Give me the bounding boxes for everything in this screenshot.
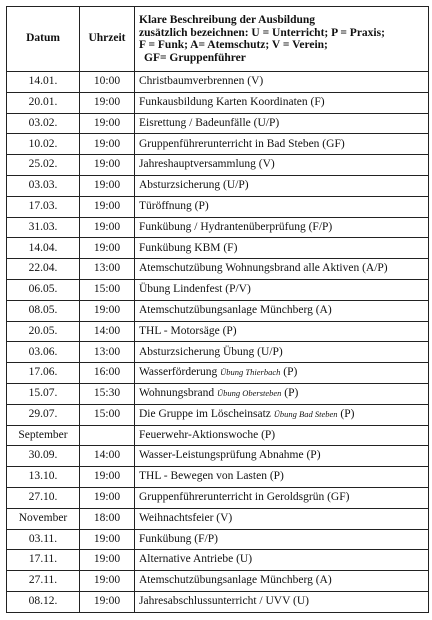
row-date: November: [7, 508, 80, 529]
row-time: 19:00: [80, 134, 135, 155]
row-description: [135, 508, 429, 529]
row-description-text: Jahresabschlussunterricht / UVV (U): [139, 595, 310, 608]
row-time: 15:00: [80, 279, 135, 300]
row-description-text: Atemschutzübungsanlage Münchberg (A): [139, 303, 332, 316]
table-row: [7, 363, 429, 384]
row-time: 18:00: [80, 508, 135, 529]
row-date: 08.05.: [7, 300, 80, 321]
row-time: 19:00: [80, 529, 135, 550]
row-time: 19:00: [80, 175, 135, 196]
header-datum: Datum: [7, 7, 80, 72]
row-description-text: THL - Bewegen von Lasten (P): [139, 470, 284, 483]
row-description-text: Eisrettung / Badeunfälle (U/P): [139, 116, 280, 129]
row-description-text: Funkübung (F/P): [139, 532, 218, 545]
row-date: 17.03.: [7, 196, 80, 217]
header-description: [135, 7, 429, 72]
table-row: [7, 72, 429, 93]
row-description: [135, 404, 429, 425]
row-date: 06.05.: [7, 279, 80, 300]
row-time: 15:30: [80, 383, 135, 404]
row-description-text: Funkausbildung Karten Koordinaten (F): [139, 95, 325, 108]
row-date: 31.03.: [7, 217, 80, 238]
row-description-text: Jahreshauptversammlung (V): [139, 158, 275, 171]
row-description: [135, 113, 429, 134]
table-row: [7, 446, 429, 467]
header-desc-line: zusätzlich bezeichnen: U = Unterricht; P = Praxis;: [139, 26, 385, 39]
row-description-text: Wasserförderung: [139, 366, 218, 379]
row-time: 19:00: [80, 550, 135, 571]
row-description-text: Türöffnung (P): [139, 199, 209, 212]
row-date: 17.06.: [7, 363, 80, 384]
row-description-text: Wohnungsbrand: [139, 387, 215, 400]
row-time: 14:00: [80, 321, 135, 342]
row-time: 13:00: [80, 259, 135, 280]
row-time: 14:00: [80, 446, 135, 467]
row-date: 03.02.: [7, 113, 80, 134]
table-row: [7, 425, 429, 446]
row-time: 19:00: [80, 217, 135, 238]
row-description: [135, 238, 429, 259]
row-description: [135, 134, 429, 155]
table-row: [7, 508, 429, 529]
row-time: 19:00: [80, 92, 135, 113]
row-description: [135, 259, 429, 280]
row-description: [135, 300, 429, 321]
header-desc-line: Klare Beschreibung der Ausbildung: [139, 14, 316, 26]
row-category-code: (P): [340, 407, 355, 420]
row-time: 19:00: [80, 487, 135, 508]
table-row: [7, 321, 429, 342]
table-row: [7, 196, 429, 217]
row-date: 08.12.: [7, 591, 80, 612]
row-description: [135, 529, 429, 550]
row-description: [135, 217, 429, 238]
header-desc-line: F = Funk; A= Atemschutz; V = Verein;: [139, 39, 328, 51]
header-uhrzeit: Uhrzeit: [80, 7, 135, 72]
table-row: [7, 300, 429, 321]
row-date: September: [7, 425, 80, 446]
row-date: 27.11.: [7, 571, 80, 592]
table-row: [7, 383, 429, 404]
table-row: [7, 342, 429, 363]
row-date: 30.09.: [7, 446, 80, 467]
training-schedule-table: [6, 6, 429, 613]
table-row: [7, 217, 429, 238]
row-date: 03.06.: [7, 342, 80, 363]
table-row: [7, 238, 429, 259]
row-description-text: Gruppenführerunterricht in Geroldsgrün (GF): [139, 491, 350, 504]
row-description: [135, 550, 429, 571]
table-row: [7, 529, 429, 550]
table-row: [7, 175, 429, 196]
row-description: [135, 467, 429, 488]
table-row: [7, 487, 429, 508]
row-time: 19:00: [80, 238, 135, 259]
row-description: [135, 571, 429, 592]
row-description-text: Funkübung KBM (F): [139, 241, 238, 254]
table-row: [7, 279, 429, 300]
table-row: [7, 571, 429, 592]
table-row: [7, 92, 429, 113]
row-time: 19:00: [80, 571, 135, 592]
row-description-text: Atemschutzübung Wohnungsbrand alle Aktiven (A/P): [139, 262, 388, 275]
row-time: [80, 425, 135, 446]
row-category-code: (P): [283, 366, 298, 379]
schedule-rows: [7, 72, 429, 613]
row-description-text: Feuerwehr-Aktionswoche (P): [139, 428, 276, 441]
row-description: [135, 487, 429, 508]
row-description-text: Übung Lindenfest (P/V): [139, 283, 251, 296]
row-description-text: Absturzsicherung Übung (U/P): [139, 345, 283, 358]
row-time: 19:00: [80, 300, 135, 321]
row-description: [135, 591, 429, 612]
row-description: [135, 92, 429, 113]
row-date: 29.07.: [7, 404, 80, 425]
row-description-text: Alternative Antriebe (U): [139, 553, 253, 566]
row-description-text: Gruppenführerunterricht in Bad Steben (GF): [139, 137, 345, 150]
row-time: 13:00: [80, 342, 135, 363]
table-row: [7, 550, 429, 571]
row-description-text: Die Gruppe im Löscheinsatz: [139, 407, 271, 420]
row-time: 19:00: [80, 196, 135, 217]
row-time: 19:00: [80, 113, 135, 134]
table-row: [7, 404, 429, 425]
row-description-text: Atemschutzübungsanlage Münchberg (A): [139, 574, 332, 587]
row-date: 14.04.: [7, 238, 80, 259]
row-date: 03.11.: [7, 529, 80, 550]
row-description: [135, 279, 429, 300]
table-row: [7, 259, 429, 280]
row-date: 15.07.: [7, 383, 80, 404]
row-location-note: Übung Obersteben: [216, 388, 282, 399]
row-description-text: Weihnachtsfeier (V): [139, 511, 233, 524]
row-time: 19:00: [80, 467, 135, 488]
row-description: [135, 383, 429, 404]
row-description: [135, 342, 429, 363]
row-date: 17.11.: [7, 550, 80, 571]
row-time: 10:00: [80, 72, 135, 93]
header-desc-line: GF= Gruppenführer: [144, 51, 246, 64]
row-date: 14.01.: [7, 72, 80, 93]
row-description-text: Absturzsicherung (U/P): [139, 179, 249, 192]
row-description: [135, 425, 429, 446]
row-description: [135, 446, 429, 467]
table-row: [7, 134, 429, 155]
row-date: 22.04.: [7, 259, 80, 280]
row-location-note: Übung Bad Steben: [273, 408, 338, 419]
row-description-text: Funkübung / Hydrantenüberprüfung (F/P): [139, 220, 333, 233]
table-row: [7, 155, 429, 176]
row-description-text: Christbaumverbrennen (V): [139, 75, 264, 88]
row-date: 13.10.: [7, 467, 80, 488]
row-time: 16:00: [80, 363, 135, 384]
table-row: [7, 467, 429, 488]
row-description: [135, 155, 429, 176]
row-time: 19:00: [80, 591, 135, 612]
table-row: [7, 113, 429, 134]
row-description-text: Wasser-Leistungsprüfung Abnahme (P): [139, 449, 321, 462]
row-date: 20.05.: [7, 321, 80, 342]
row-date: 25.02.: [7, 155, 80, 176]
row-date: 03.03.: [7, 175, 80, 196]
table-header-row: [7, 7, 429, 72]
row-location-note: Übung Thierbach: [220, 367, 281, 378]
row-date: 10.02.: [7, 134, 80, 155]
row-date: 20.01.: [7, 92, 80, 113]
row-description: [135, 175, 429, 196]
row-description: [135, 72, 429, 93]
row-description: [135, 321, 429, 342]
row-description: [135, 363, 429, 384]
row-date: 27.10.: [7, 487, 80, 508]
row-category-code: (P): [284, 387, 299, 400]
row-time: 15:00: [80, 404, 135, 425]
row-time: 19:00: [80, 155, 135, 176]
table-row: [7, 591, 429, 612]
row-description-text: THL - Motorsäge (P): [139, 324, 237, 337]
row-description: [135, 196, 429, 217]
